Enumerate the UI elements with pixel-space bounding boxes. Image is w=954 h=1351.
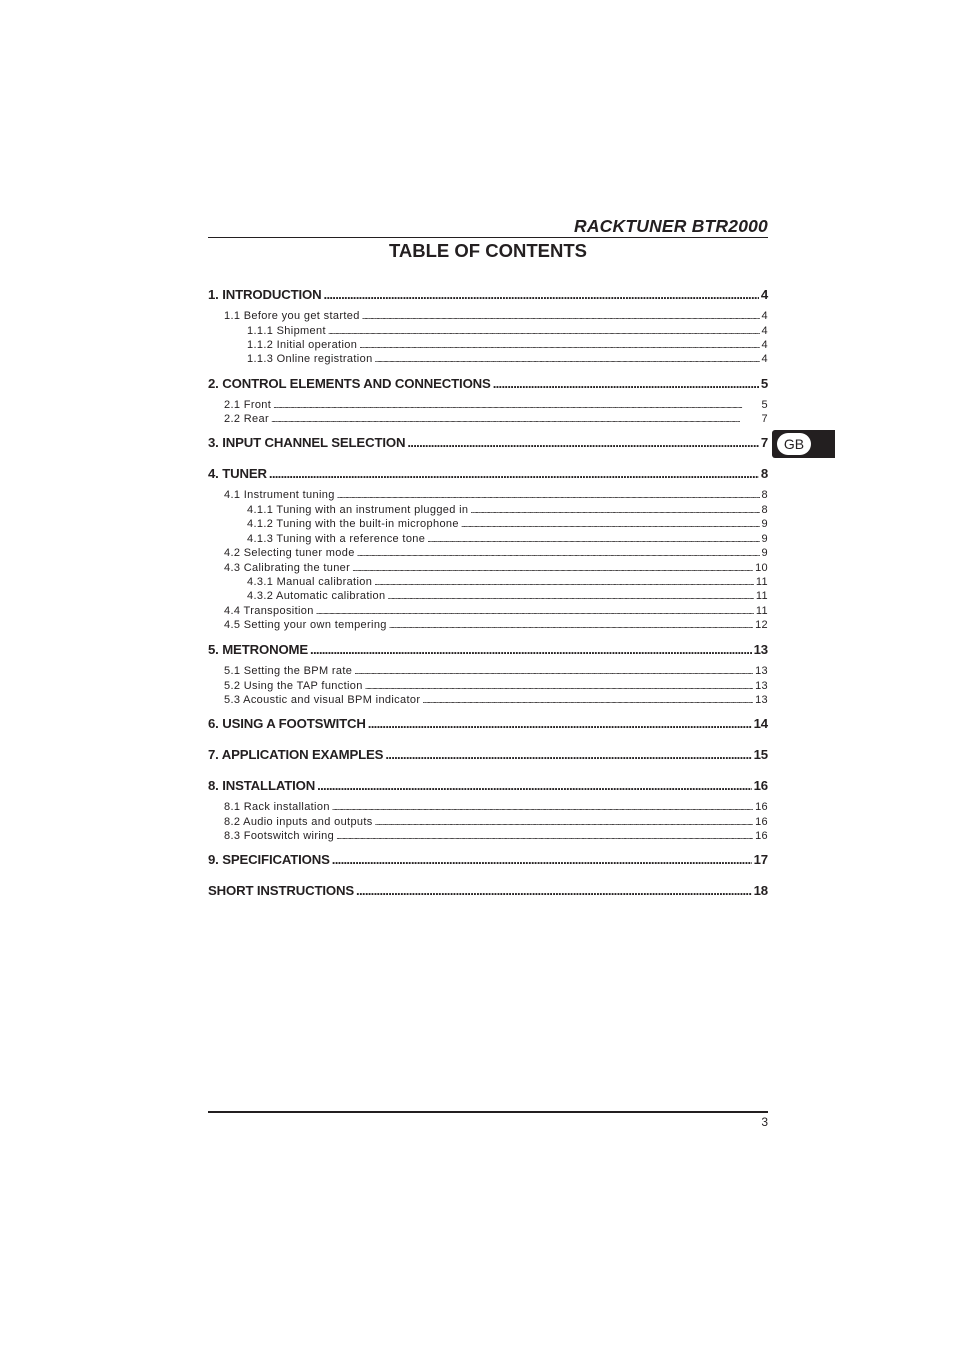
- toc-entry-label: 8.3 Footswitch wiring: [224, 830, 335, 842]
- toc-entry-label: 4.1.1 Tuning with an instrument plugged in: [247, 503, 469, 516]
- toc-entry-page: 12: [755, 619, 768, 631]
- toc-entry[interactable]: [208, 561, 768, 575]
- toc-entry-label: 4.1.2 Tuning with the built-in microphone: [247, 518, 459, 530]
- toc-entry-label: 6. USING A FOOTSWITCH: [208, 716, 366, 731]
- toc-entry-page: 18: [753, 883, 768, 898]
- toc-entry-page: 8: [760, 466, 768, 481]
- toc-entry-label: 2.1 Front: [224, 399, 272, 411]
- leader-dots: [317, 778, 751, 794]
- toc-entry-label: 1.1.1 Shipment: [247, 324, 326, 337]
- toc-entry-page: 4: [761, 339, 768, 351]
- leader-dots: [375, 352, 760, 366]
- leader-dots: [422, 693, 753, 707]
- toc-entry-label: 2. CONTROL ELEMENTS AND CONNECTIONS: [208, 376, 491, 391]
- leader-dots: [470, 503, 759, 517]
- product-title: RACKTUNER BTR2000: [574, 216, 768, 236]
- toc-entry[interactable]: [208, 532, 768, 546]
- leader-dots: [427, 532, 759, 546]
- toc-entry-page: 4: [761, 310, 768, 322]
- toc-entry[interactable]: [208, 747, 768, 763]
- leader-dots: [374, 575, 754, 589]
- toc-entry-page: 9: [761, 518, 768, 530]
- leader-dots: [332, 852, 752, 868]
- toc-entry-label: 1. INTRODUCTION: [208, 287, 322, 302]
- toc-entry-page: 4: [761, 324, 768, 337]
- toc-entry-label: 8.2 Audio inputs and outputs: [224, 815, 373, 828]
- page-title: TABLE OF CONTENTS: [388, 240, 587, 261]
- toc-entry-label: 4.4 Transposition: [224, 604, 314, 617]
- toc-entry[interactable]: [208, 664, 768, 678]
- toc-entry-label: 4.1.3 Tuning with a reference tone: [247, 532, 426, 545]
- toc-entry[interactable]: [208, 309, 768, 323]
- toc-entry-page: 7: [761, 413, 768, 425]
- leader-dots: [328, 324, 760, 338]
- toc-entry-page: 11: [755, 604, 768, 617]
- toc-entry[interactable]: [208, 604, 768, 618]
- toc-entry-page: 14: [753, 716, 768, 731]
- toc-entry-label: 4.3.1 Manual calibration: [247, 576, 373, 588]
- toc-entry-page: 5: [761, 399, 768, 411]
- leader-dots: [316, 604, 754, 618]
- toc-entry[interactable]: [208, 398, 768, 412]
- toc-entry-label: SHORT INSTRUCTIONS: [208, 883, 355, 898]
- toc-entry[interactable]: [208, 503, 768, 517]
- leader-dots: [407, 435, 758, 451]
- toc-entry-page: 10: [755, 561, 768, 574]
- toc-entry[interactable]: [208, 352, 768, 366]
- leader-dots: [332, 800, 753, 814]
- toc-entry-page: 8: [761, 503, 768, 516]
- toc-entry[interactable]: [208, 287, 768, 303]
- leader-dots: [269, 466, 759, 482]
- toc-entry[interactable]: [208, 324, 768, 338]
- leader-dots: [354, 664, 753, 678]
- toc-entry[interactable]: [208, 575, 768, 589]
- toc-entry[interactable]: [208, 642, 768, 658]
- language-tab: [772, 430, 835, 458]
- leader-dots: [362, 309, 760, 323]
- toc-entry-page: 13: [755, 679, 768, 692]
- leader-dots: [359, 338, 759, 352]
- toc-entry-label: 3. INPUT CHANNEL SELECTION: [208, 435, 406, 450]
- leader-dots: [385, 747, 751, 763]
- toc-entry-page: 4: [761, 353, 768, 365]
- toc-entry[interactable]: [208, 517, 768, 531]
- toc-entry-page: 9: [761, 532, 768, 545]
- page-number: 3: [761, 1115, 768, 1129]
- toc-entry[interactable]: [208, 693, 768, 707]
- leader-dots: [375, 815, 753, 829]
- toc-entry-label: 4. TUNER: [208, 466, 267, 481]
- leader-dots: [357, 546, 760, 560]
- toc-entry-page: 9: [761, 547, 768, 559]
- leader-dots: [273, 398, 759, 412]
- toc-entry[interactable]: [208, 829, 768, 843]
- leader-dots: [493, 376, 759, 392]
- toc-entry-page: 13: [753, 642, 768, 657]
- toc-entry[interactable]: [208, 412, 768, 426]
- toc-entry[interactable]: [208, 852, 768, 868]
- toc-entry-page: 16: [755, 815, 768, 828]
- toc-entry-page: 11: [755, 590, 768, 602]
- toc-entry[interactable]: [208, 338, 768, 352]
- toc-entry[interactable]: [208, 679, 768, 693]
- toc-entry-label: 4.1 Instrument tuning: [224, 489, 335, 501]
- toc-entry-label: 9. SPECIFICATIONS: [208, 852, 330, 867]
- toc-entry[interactable]: [208, 800, 768, 814]
- leader-dots: [387, 589, 753, 603]
- leader-dots: [461, 517, 760, 531]
- toc-entry-label: 8.1 Rack installation: [224, 801, 330, 813]
- toc-entry[interactable]: [208, 466, 768, 482]
- leader-dots: [271, 412, 760, 426]
- toc-entry[interactable]: [208, 815, 768, 829]
- language-tab-label: GB: [777, 433, 811, 455]
- toc-entry[interactable]: [208, 883, 768, 899]
- toc-entry-label: 8. INSTALLATION: [208, 778, 316, 793]
- leader-dots: [365, 679, 753, 693]
- toc-entry[interactable]: [208, 716, 768, 732]
- toc-entry-label: 4.3 Calibrating the tuner: [224, 561, 351, 574]
- toc-entry-page: 17: [753, 852, 768, 867]
- toc-entry-label: 5.3 Acoustic and visual BPM indicator: [224, 694, 421, 706]
- toc-entry-label: 5. METRONOME: [208, 642, 309, 657]
- leader-dots: [310, 642, 752, 658]
- leader-dots: [389, 618, 753, 632]
- toc-entry-page: 13: [755, 665, 768, 677]
- leader-dots: [337, 488, 760, 502]
- toc-entry[interactable]: [208, 435, 768, 451]
- toc-entry-page: 16: [755, 830, 768, 842]
- toc-entry[interactable]: [208, 589, 768, 603]
- toc-entry-label: 4.2 Selecting tuner mode: [224, 547, 355, 559]
- toc-entry-page: 11: [755, 576, 768, 588]
- toc-entry-label: 1.1 Before you get started: [224, 310, 360, 322]
- toc-entry-label: 1.1.2 Initial operation: [247, 339, 358, 351]
- toc-entry-label: 7. APPLICATION EXAMPLES: [208, 747, 384, 762]
- header-rule: [208, 237, 768, 238]
- toc-entry-page: 16: [753, 778, 768, 793]
- toc-entry-label: 5.2 Using the TAP function: [224, 679, 363, 692]
- leader-dots: [324, 287, 759, 303]
- leader-dots: [368, 716, 752, 732]
- toc-entry-label: 4.5 Setting your own tempering: [224, 619, 387, 631]
- toc-entry-label: 1.1.3 Online registration: [247, 353, 373, 365]
- toc-entry-page: 5: [760, 376, 768, 391]
- toc-entry-page: 16: [755, 801, 768, 813]
- toc-entry[interactable]: [208, 778, 768, 794]
- toc-entry[interactable]: [208, 376, 768, 392]
- toc-entry-page: 13: [755, 694, 768, 706]
- toc-entry[interactable]: [208, 546, 768, 560]
- toc-entry[interactable]: [208, 618, 768, 632]
- footer-rule: [208, 1111, 768, 1113]
- toc-entry-label: 4.3.2 Automatic calibration: [247, 590, 386, 602]
- toc-entry-page: 4: [760, 287, 768, 302]
- toc-entry-page: 8: [761, 489, 768, 501]
- leader-dots: [336, 829, 753, 843]
- toc-entry-label: 5.1 Setting the BPM rate: [224, 665, 353, 677]
- toc-entry[interactable]: [208, 488, 768, 502]
- leader-dots: [352, 561, 753, 575]
- toc-entry-page: 15: [753, 747, 768, 762]
- toc-entry-label: 2.2 Rear: [224, 413, 269, 425]
- leader-dots: [356, 883, 752, 899]
- toc-entry-page: 7: [760, 435, 768, 450]
